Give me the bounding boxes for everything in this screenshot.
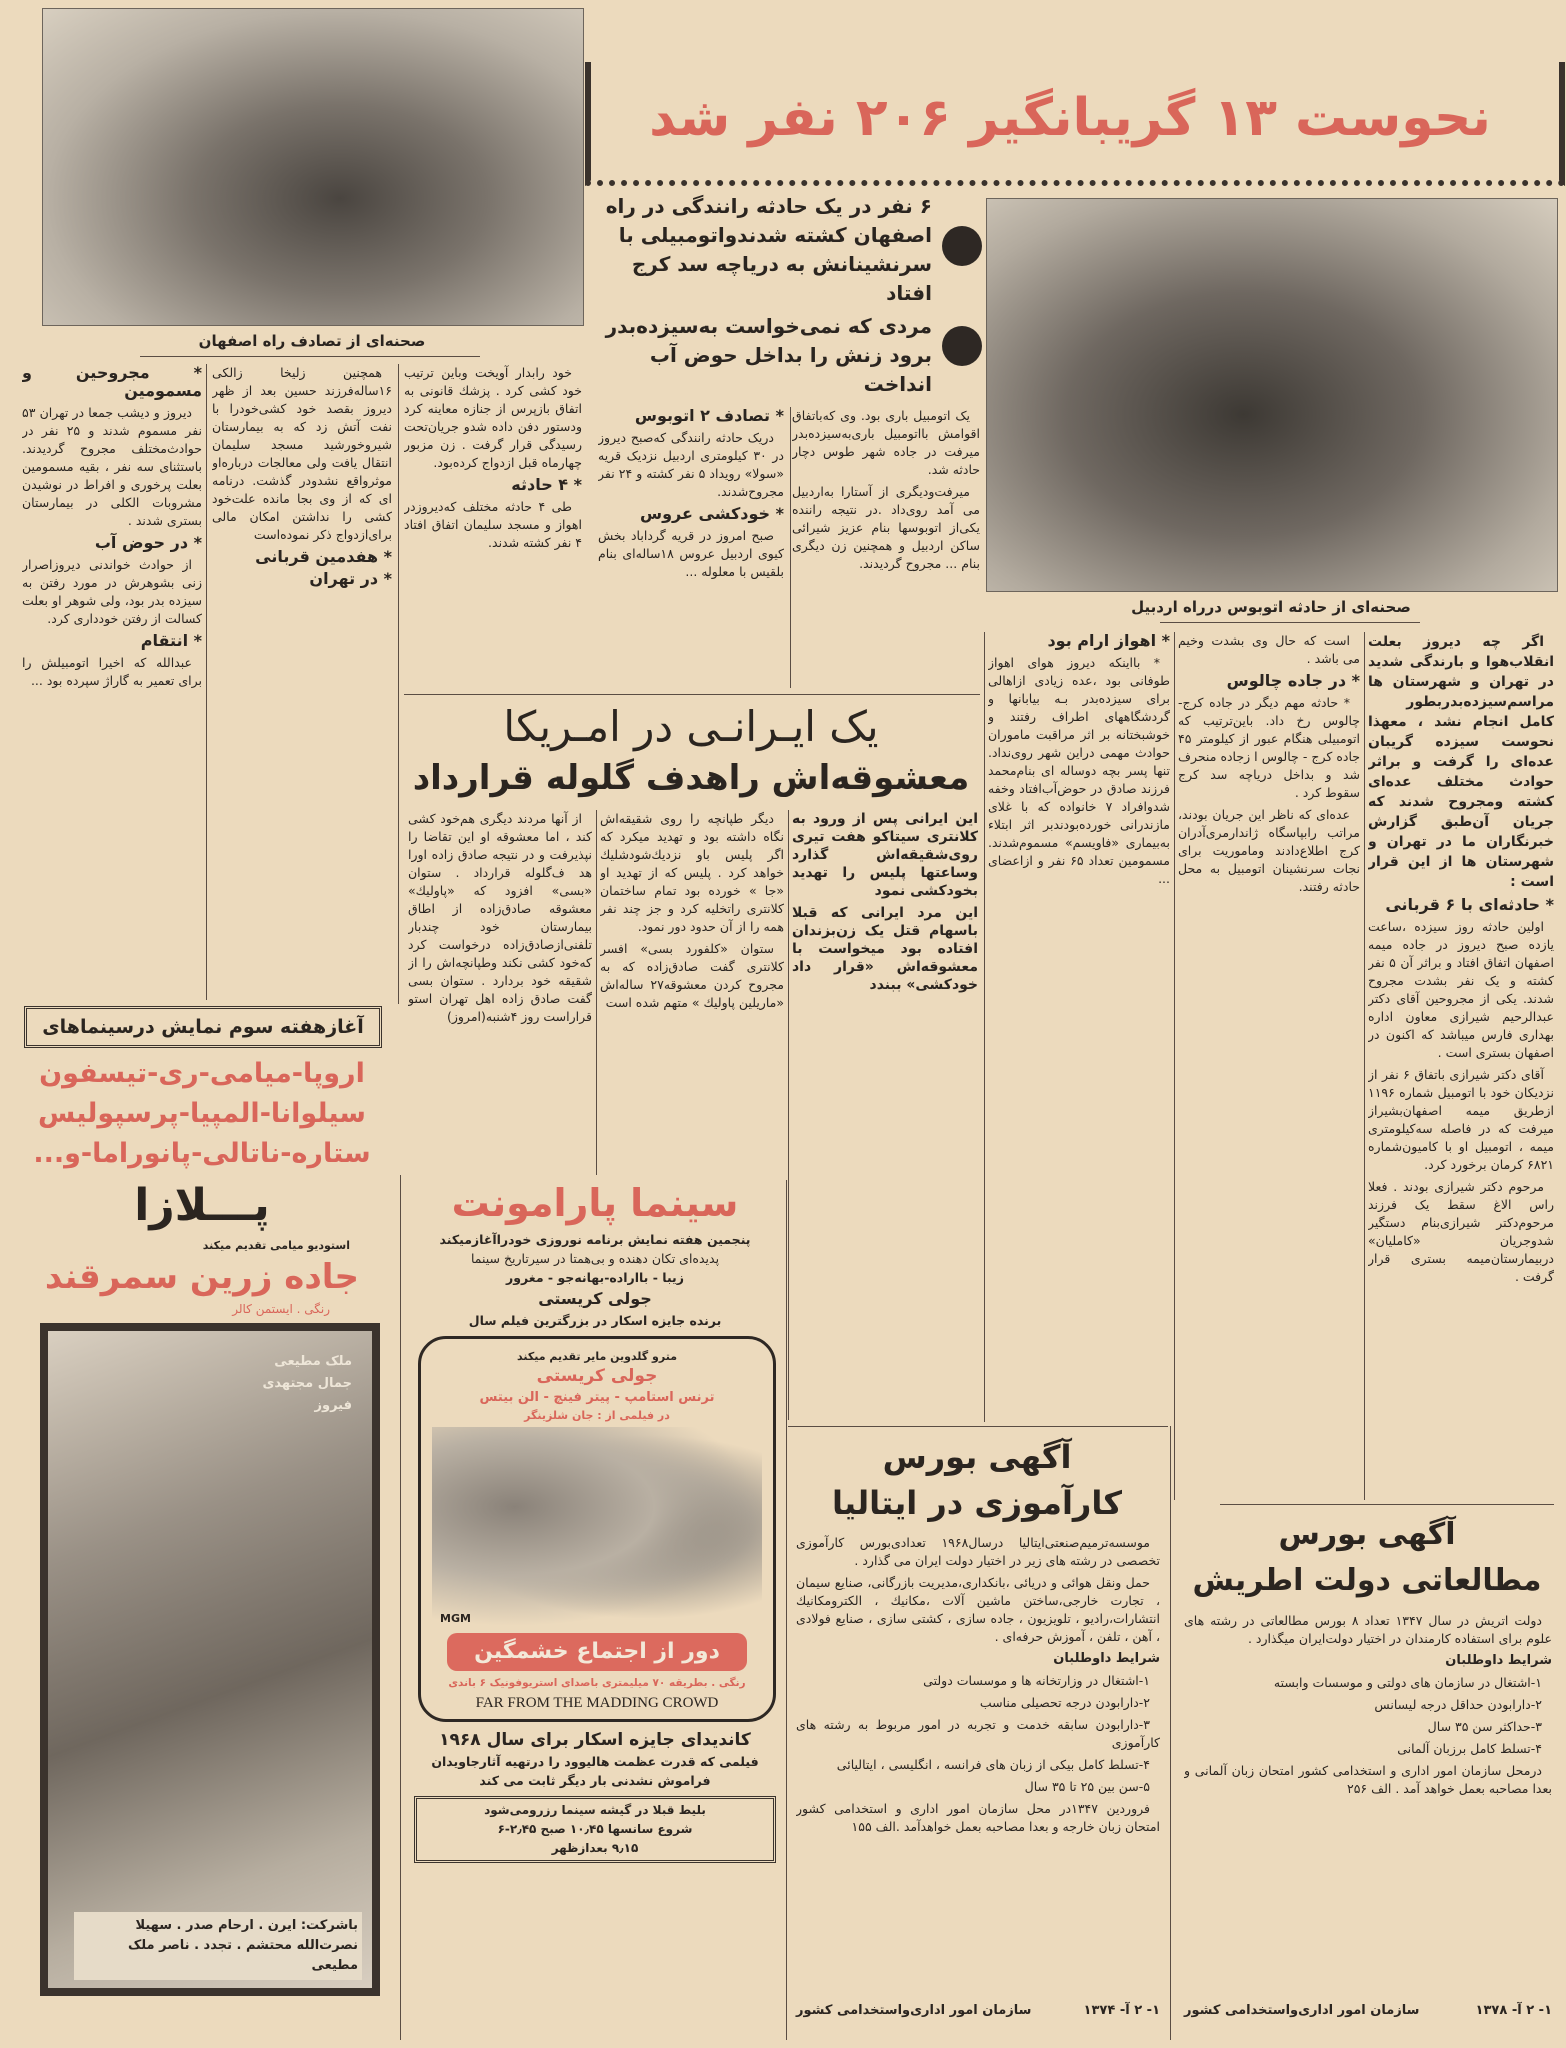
italy-ad-body: موسسه‌ترمیم‌صنعتی‌ایتالیا درسال۱۹۶۸ تعدادی‌بورس کارآموزی تخصصی در رشته های زیر در اختیار دولت ایران می گذارد . حمل ونقل هوائی و دریائی ،بانکداری،مدیریت بازرگانی، صنایع سیمان ، تجارت خارجی،ساختن ماشین آلات ،مکانیك ، الکترومکانیك انتشارات،رادیو ، تلویزیون ، جاده سازی ، کشتی سازی ، صنایع فولادی ، آهن ، تلفن ، آموزش حرفه‌ای . شرایط داوطلبان ۱-اشتغال در وزارتخانه ها و موسسات دولتی ۲-دارابودن درجه تحصیلی مناسب ۳-دارابودن سابقه خدمت و تجربه در امور مربوط به رشته های کارآموزی ۴-تسلط کامل بیکی از زبان های فرانسه ، انگلیسی ، ایتالیائی ۵-سن بین ۲۵ تا ۳۵ سال فروردین ۱۳۴۷در محل سازمان امور اداری و استخدامی کشور امتحان زبان خارجه و بعدا مصاحبه بعمل خواهدآمد .الف ۱۵۵ — [796, 1535, 1160, 1834]
divider — [1220, 1504, 1554, 1505]
cinema-list: اروپا-میامی-ری-تیسفون سیلوانا-المپیا-پرسپولیس ستاره-ناتالی-پانوراما-و... — [33, 1058, 371, 1169]
paramount-ad: سینما پارامونت پنجمین هفته نمایش برنامه نوروزی خودراآغازمیکند پدیده‌ای تکان دهنده و بی‌همتا در سیرتاریخ سینما زیبا - بااراده-بهانه‌جو - مغرور جولی کریستی برنده جایزه اسکار در بزرگترین فیلم سال — [439, 1181, 751, 1328]
left-story-col3: خود رابدار آویخت وباین ترتیب خود کشی کرد . پزشك قانونی به اتفاق بازپرس از جنازه معاینه کرد ودستور دفن داده شدو جریان‌تحت رسیدگی قرار گرفت . زن مزبور چهارماه قبل ازدواج کرده‌بود. * ۴ حادثه طی ۴ حادثه مختلف که‌دیروزدر اهواز و مسجد سلیمان اتفاق افتاد ۴ نفر کشته شدند. — [404, 365, 582, 550]
photo-caption-right: صحنه‌ای از حادثه اتوبوس درراه اردبیل — [1131, 598, 1411, 616]
ticket-info-box: بلیط قبلا در گیشه سینما رزرومی‌شود شروع سانسها ۱۰٫۴۵ صبح ۲٫۴۵-۶ ۹٫۱۵ بعدازظهر — [414, 1796, 776, 1863]
austria-ad-footer: ۱- ۲ آ- ۱۳۷۸ سازمان امور اداری‌واستخدامی کشور — [1184, 2003, 1552, 2018]
column-rule — [1174, 632, 1175, 1500]
america-story-col1: این ایرانی پس از ورود به کلانتری سیتاکو هفت تیری روی‌شقیقه‌اش گذارد وساعتها پلیس را تهدید بخودکشی نمود این مرد ایرانی که قبلا باسهام قتل یک زن‌بزندان افتاده بود میخواست با معشوقه‌اش «قرار داد خودکشی» ببندد — [792, 811, 978, 993]
film-poster-madding-crowd — [432, 1427, 762, 1627]
cinema-ad-header-box: آغازهفته سوم نمایش درسینماهای — [24, 1006, 382, 1048]
italy-ad-footer: ۱- ۲ آ- ۱۳۷۴ سازمان امور اداری‌واستخدامی کشور — [796, 2003, 1160, 2018]
column-rule — [596, 810, 597, 1175]
isfahan-story-col2: * تصادف ۲ اتوبوس دریک حادثه رانندگی که‌صبح دیروز در ۳۰ کیلومتری اردبیل نزدیک قریه «سولا» رویداد ۵ نفر کشته و ۲۴ نفر مجروح‌شدند. * خودکشی عروس صبح امروز در قریه گرداباد بخش کیوی اردبیل عروس ۱۸ساله‌ای بنام بلقیس‌ با معلوله ... — [598, 407, 784, 579]
subheadlines — [590, 192, 982, 399]
film-title-banner: دور از اجتماع خشمگین — [447, 1633, 747, 1671]
cast-list: باشرکت: ایرن . ارحام صدر . سهیلا نصرت‌الله محتشم . تجدد . ناصر ملک مطیعی — [74, 1912, 362, 1980]
left-story-col2: همچنین زلیخا زالکی ۱۶ساله‌فرزند حسین بعد از ظهر دیروز بقصد خود کشی‌خودرا با نفت آتش زد که به بیمارستان شیروخورشید مسجد سلیمان انتقال یافت ولی معالجات درباره‌او موثرواقع نشدودر گذشت. درنامه ای که از وی بجا مانده علت‌خود کشی را نداشتن امکان مالی برای‌ازدواج ذکر نموده‌است * هفدمین قربانی * در تهران — [212, 365, 392, 588]
isfahan-story-col1: یک اتومبیل باری بود. وی که‌باتفاق اقوامش بااتومبیل باری‌به‌سیزده‌بدر میرفت در جاده شهر طوس دچار حادثه شد. میرفت‌ودیگری از آستارا به‌اردبیل می آمد روی‌داد .در نتیجه راننده یکی‌از اتوبوسها بنام عزیز شیرائی ساکن اردبیل و همچنین زن دیگری بنام ... مجروح گردیدند. — [792, 408, 980, 571]
america-story-col3: از آنها مردند دیگری هم‌خود کشی کند ، اما معشوقه او این تقاضا را نپذیرفت و در نتیجه صادق زاده اورا هد ف‌گلوله قرارداد . ستوان «بسی» افزود که «پاولیك» معشوقه صادق‌زاده از اطاق بیمارستان خود چندبار تلفنی‌ازصادق‌زاده درخواست کرد که‌خود کشی نکند وطپانچه‌اش را از شقیقه خود بردارد . ستوان بسی گفت صادق زاده اهل تهران استو قراراست روز ۴شنبه(امروز) — [408, 811, 592, 1024]
main-headline: نحوست ۱۳ گریبانگیر ۲۰۶ نفر شد — [649, 88, 1491, 148]
photo-ardabil-bus — [986, 198, 1558, 592]
column-rule — [788, 810, 789, 1420]
photo-isfahan-crash — [42, 8, 584, 326]
cinema-plaza: پـــلازا — [134, 1180, 270, 1231]
lead-story-col1: اگر چه دیروز بعلت انقلاب‌هوا و بارندگی شدید در تهران و شهرستان ها مراسم‌سیزده‌بدربطور کامل انجام نشد ، معهذا نحوست سیزده گریبان عده‌ای را گرفت و براثر حوادث مختلف عده‌ای کشته ومجروح شدند که جریان آن‌طبق گزارش خبرنگاران ما در تهران و شهرستان ها از این قرار است : * حادثه‌ای با ۶ قربانی اولین حادثه روز سیزده ،ساعت یازده صبح دیروز در جاده میمه اصفهان اتفاق افتاد و براثر آن ۵ نفر کشته و یک نفر بشدت مجروح شدند. یکی از مجروحین آقای دکتر عبدالرحیم شیرازی معاون اداره بهداری فارس میباشد که اکنون در اصفهان بستری است . آقای دکتر شیرازی باتفاق ۶ نفر از نزدیکان خود با اتومبیل شماره ۱۱۹۶ ازطریق میمه اصفهان‌بشیراز میرفت که در فاصله سه‌کیلومتری میمه ، اتومبیل او با کامیون‌شماره ۶۸۲۱ کرمان برخورد کرد. مرحوم دکتر شیرازی بودند . فعلا راس الاغ سقط یک فرزند مرحوم‌دکتر شیرازی‌بنام دستگیر شدوجریان «کاملیان» دربیمارستان‌میمه بستری قرار گرفت . — [1368, 634, 1554, 1284]
divider — [404, 694, 980, 695]
austria-ad-title: آگهی بورس مطالعاتی دولت اطریش — [1192, 1517, 1542, 1598]
column-rule — [1364, 632, 1365, 1500]
paramount-film-box: مترو گلدوین مایر تقدیم میکند جولی کریستی ترنس استامپ - پیتر فینچ - الن بیتس در فیلمی از : جان شلزینگر MGM دور از اجتماع خشمگین رنگی . بطریقه ۷۰ میلیمتری باصدای استریوفونیک ۶ باندی FAR FROM THE MADDING CROWD — [418, 1336, 776, 1722]
divider — [1160, 622, 1420, 623]
mgm-logo: MGM — [440, 1612, 471, 1625]
left-story-col1: * مجروحین و مسمومین دیروز و دیشب جمعا در تهران ۵۳ نفر مسموم شدند و ۲۵ نفر در حوادث‌مختلف مجروح گردیدند. باستثنای سه نفر ، بقیه مسمومین بعلت پرخوری و افراط در نوشیدن مشروبات الکلی در بیمارستان بستری شدند . * در حوض آب از حوادث خواندنی دیروزاصرار زنی بشوهرش در مورد رفتن به سیزده بدر بود، ولی شوهر او بعلت کسالت از رفتن خودداری کرد. * انتقام عبدالله که اخیرا اتومبیلش را برای تعمیر به گاراژ سپرده بود ... — [22, 364, 202, 688]
subheadline-isfahan: ۶ نفر در یک حادثه رانندگی در راه اصفهان کشته شدندواتومبیلی با سرنشینانش به دریاچه سد کرج افتاد — [605, 194, 932, 305]
subheadline-husband: مردی که نمی‌خواست به‌سیزده‌بدر برود زنش را بداخل حوض آب انداخت — [605, 314, 932, 396]
studio-presents: استودیو میامی تقدیم میکند — [202, 1239, 350, 1252]
lead-story-col3: * اهواز ارام بود * بااینکه دیروز هوای اهواز طوفانی بود ،عده زیادی ازاهالی برای سیزده‌بدر بـه بیابانها و گردشگاههای اطراف رفتند و خوشبختانه بر اثر مراقبت ماموران حوادث مهمی دراین شهر روی‌نداد. تنها پسر بچه دوساله ای بنام‌محمد فرزند صادق در حوض‌آب‌افتاد وخفه شدوافراد ۷ خانواده که با غلاى مازندرانی خورده‌بودندبر اثر ابتلاء به‌بیماری «فاویسم» مسموم‌شدند. مسمومین تعداد ۶۵ نفر و ازاعضای ... — [988, 632, 1170, 886]
column-rule — [790, 407, 791, 688]
divider — [788, 1426, 1168, 1427]
italy-ad-title: آگهی بورس کارآموزی در ایتالیا — [832, 1438, 1122, 1522]
column-rule — [400, 1175, 401, 2040]
bullet-icon — [942, 226, 982, 266]
lead-story-col2: است که حال وی بشدت وخیم می باشد . * در جاده چالوس * حادثه مهم دیگر در جاده کرج- چالوس رخ داد. باین‌ترتیب که اتومبیلی هنگام عبور از کیلومتر ۴۵ جاده کرج - چالوس ا زجاده منحرف شد و بداخل دریاچه سد کرج سقوط کرد . عده‌ای که ناظر این جریان بودند، مراتب رابپاسگاه ژاندارمری‌آدران کرج اطلاع‌دادند وماموریت برای نجات سرنشینان اتومبیل به محل حادثه رفتند. — [1178, 633, 1360, 894]
column-rule — [786, 1180, 787, 2040]
column-rule — [398, 364, 399, 1004]
divider — [140, 356, 480, 357]
bullet-icon — [942, 326, 982, 366]
america-story-col2: دیگر طپانچه را روی شقیقه‌اش نگاه داشته بود و تهدید میکرد که اگر پلیس باو نزدیك‌شودشلیك خواهد کرد . پلیس که از تهدید او «جا » خورده بود تمام ساختمان کلانتری راتخلیه کرد و جز چند نفر همه را از آن حدود دور نمود. ستوان «کلفورد بسی» افسر کلانتری گفت صادق‌زاده که به مجروح کردن معشوقه۲۷ ساله‌اش «ماریلین پاولیك » متهم شده است — [600, 811, 784, 1010]
film-poster-samarkand: ملک مطیعی جمال مجتهدی فیروز باشرکت: ایرن . ارحام صدر . سهیلا نصرت‌الله محتشم . تجدد . ناصر ملک مطیعی — [40, 1323, 380, 1996]
america-headline: یک ایـرانـی در امـریکا معشوقه‌اش راهدف گلوله قرارداد — [412, 702, 970, 798]
column-rule — [984, 632, 985, 1422]
austria-ad-body: دولت اتریش در سال ۱۳۴۷ تعداد ۸ بورس مطالعاتی در رشته های علوم برای استفاده کارمندان در اختیار دولت‌ایران میگذارد . شرایط داوطلبان ۱-اشتغال در سازمان های دولتی و موسسات وابسته ۲-دارابودن حداقل درجه لیسانس ۳-حداکثر سن ۳۵ سال ۴-تسلط کامل برزبان آلمانی درمحل سازمان امور اداری و استخدامی کشور امتحان زبان آلمانی و بعدا مصاحبه بعمل خواهد آمد . الف ۲۵۶ — [1184, 1613, 1552, 1796]
column-rule — [1170, 1426, 1171, 2040]
oscar-note: کاندیدای جایزه اسکار برای سال ۱۹۶۸ فیلمی که قدرت عظمت هالیوود را درتهیه آثارجاویدان فراموش نشدنی بار دیگر ثابت می کند — [431, 1730, 759, 1788]
photo-caption-left: صحنه‌ای از تصادف راه اصفهان — [198, 332, 426, 350]
film-color-note: رنگی . ایستمن کالر — [232, 1302, 330, 1316]
film-title-samarkand: جاده زرین سمرقند — [44, 1257, 360, 1297]
column-rule — [206, 364, 207, 1000]
